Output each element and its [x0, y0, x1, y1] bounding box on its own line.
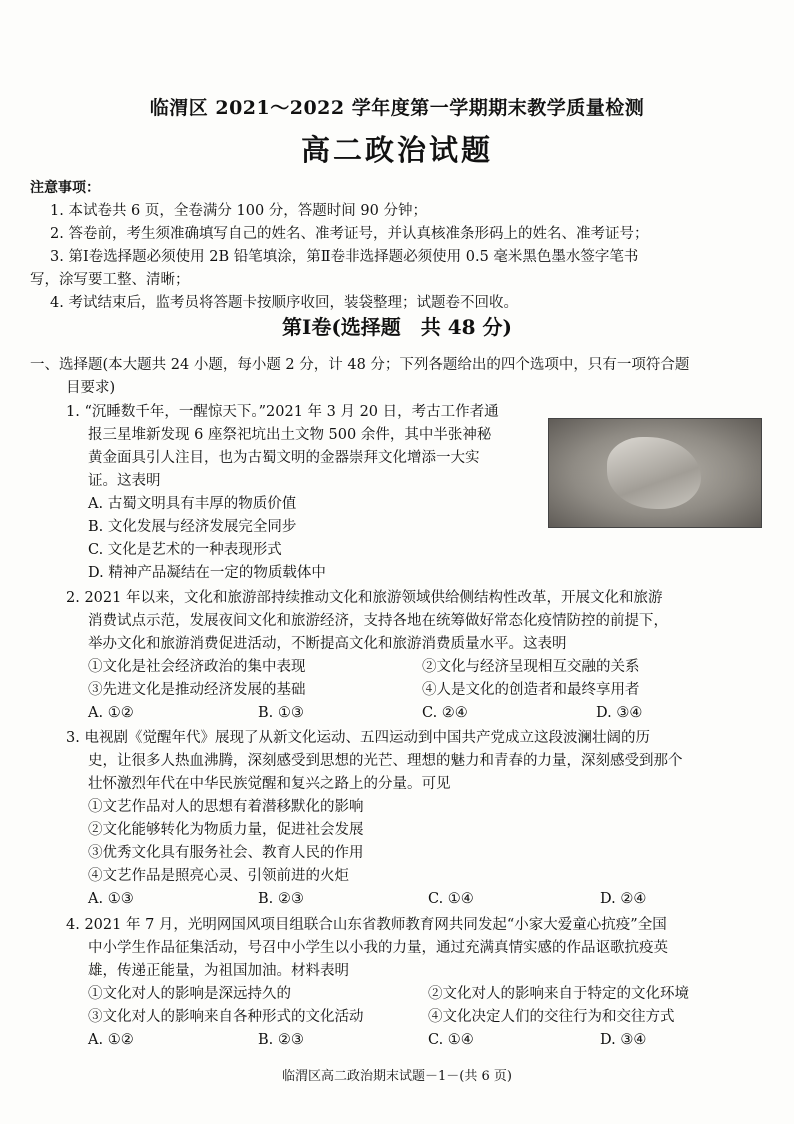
exam-title: 临渭区 2021～2022 学年度第一学期期末教学质量检测 — [149, 97, 645, 119]
question-4-statement: ①文化对人的影响是深远持久的 — [88, 986, 291, 1002]
question-4-statement: ②文化对人的影响来自于特定的文化环境 — [428, 986, 689, 1002]
question-1-stem: 1. “沉睡数千年，一醒惊天下。”2021 年 3 月 20 日，考古工作者通 — [66, 404, 499, 420]
question-3-option-c: C. ①④ — [428, 891, 474, 907]
question-2-statement: ③先进文化是推动经济发展的基础 — [88, 682, 306, 698]
question-1-option-d: D. 精神产品凝结在一定的物质载体中 — [88, 565, 326, 581]
question-3-option-d: D. ②④ — [600, 891, 647, 907]
question-4-stem: 雄，传递正能量，为祖国加油。材料表明 — [88, 963, 349, 979]
question-2-stem: 2. 2021 年以来，文化和旅游部持续推动文化和旅游领域供给侧结构性改革，开展文化和旅游 — [66, 590, 663, 606]
question-2-statement: ②文化与经济呈现相互交融的关系 — [422, 659, 640, 675]
question-4-option-a: A. ①② — [88, 1032, 134, 1048]
question-1-option-a: A. 古蜀文明具有丰厚的物质价值 — [88, 496, 297, 512]
question-2-statement: ④人是文化的创造者和最终享用者 — [422, 682, 640, 698]
question-3-stem: 壮怀激烈年代在中华民族觉醒和复兴之路上的分量。可见 — [88, 776, 451, 792]
note-item: 4. 考试结束后，监考员将答题卡按顺序收回，装袋整理；试题卷不回收。 — [50, 295, 518, 311]
question-3-statement: ③优秀文化具有服务社会、教育人民的作用 — [88, 845, 364, 861]
note-item: 3. 第Ⅰ卷选择题必须使用 2B 铅笔填涂，第Ⅱ卷非选择题必须使用 0.5 毫米黑色墨水签字笔书 — [50, 249, 639, 265]
question-2-option-b: B. ①③ — [258, 705, 304, 721]
question-4-stem: 4. 2021 年 7 月，光明网国风项目组联合山东省教师教育网共同发起“小家大爱童心抗疫”全国 — [66, 917, 667, 933]
question-3-statement: ④文艺作品是照亮心灵、引领前进的火炬 — [88, 868, 349, 884]
question-4-option-d: D. ③④ — [600, 1032, 647, 1048]
question-3-option-a: A. ①③ — [88, 891, 134, 907]
question-3-stem: 史，让很多人热血沸腾，深刻感受到思想的光芒、理想的魅力和青春的力量，深刻感受到那个 — [88, 753, 683, 769]
question-1-stem: 黄金面具引人注目，也为古蜀文明的金器崇拜文化增添一大实 — [88, 450, 480, 466]
question-2-option-c: C. ②④ — [422, 705, 468, 721]
question-1-stem: 证。这表明 — [88, 473, 161, 489]
question-2-option-a: A. ①② — [88, 705, 134, 721]
question-4-statement: ③文化对人的影响来自各种形式的文化活动 — [88, 1009, 364, 1025]
question-4-option-c: C. ①④ — [428, 1032, 474, 1048]
section-instruction: 一、选择题(本大题共 24 小题，每小题 2 分，计 48 分；下列各题给出的四个选项中，只有一项符合题 — [30, 357, 690, 373]
question-2-statement: ①文化是社会经济政治的集中表现 — [88, 659, 306, 675]
section-title: 第Ⅰ卷(选择题 共 48 分) — [281, 315, 513, 339]
question-1-stem: 报三星堆新发现 6 座祭祀坑出土文物 500 余件，其中半张神秘 — [88, 427, 492, 443]
question-3-stem: 3. 电视剧《觉醒年代》展现了从新文化运动、五四运动到中国共产党成立这段波澜壮阔的历 — [66, 730, 650, 746]
question-3-statement: ①文艺作品对人的思想有着潜移默化的影响 — [88, 799, 364, 815]
subject-title: 高二政治试题 — [300, 133, 493, 167]
question-2-stem: 举办文化和旅游消费促进活动，不断提高文化和旅游消费质量水平。这表明 — [88, 636, 567, 652]
question-3-statement: ②文化能够转化为物质力量，促进社会发展 — [88, 822, 364, 838]
note-item: 写，涂写要工整、清晰； — [30, 272, 190, 288]
golden-mask-photo — [548, 418, 762, 528]
section-instruction: 目要求) — [66, 380, 116, 396]
question-2-option-d: D. ③④ — [596, 705, 643, 721]
question-4-option-b: B. ②③ — [258, 1032, 304, 1048]
question-4-stem: 中小学生作品征集活动，号召中小学生以小我的力量，通过充满真情实感的作品讴歌抗疫英 — [88, 940, 668, 956]
note-item: 1. 本试卷共 6 页，全卷满分 100 分，答题时间 90 分钟； — [50, 203, 427, 219]
question-3-option-b: B. ②③ — [258, 891, 304, 907]
question-4-statement: ④文化决定人们的交往行为和交往方式 — [428, 1009, 675, 1025]
notes-title: 注意事项： — [30, 180, 100, 196]
question-1-option-b: B. 文化发展与经济发展完全同步 — [88, 519, 297, 535]
note-item: 2. 答卷前，考生须准确填写自己的姓名、准考证号，并认真核准条形码上的姓名、准考证号； — [50, 226, 649, 242]
question-2-stem: 消费试点示范，发展夜间文化和旅游经济，支持各地在统筹做好常态化疫情防控的前提下， — [88, 613, 668, 629]
page-footer: 临渭区高二政治期末试题－1－(共 6 页) — [282, 1069, 512, 1084]
question-1-option-c: C. 文化是艺术的一种表现形式 — [88, 542, 282, 558]
